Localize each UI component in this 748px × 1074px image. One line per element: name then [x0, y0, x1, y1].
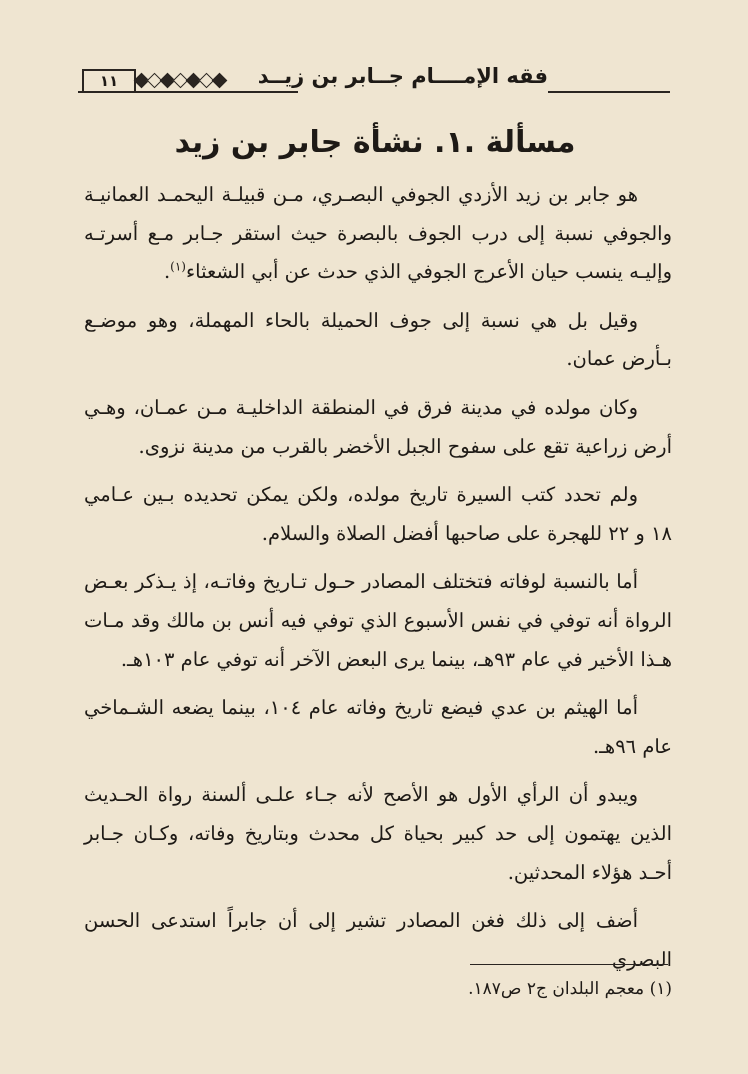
paragraph: وقيل بل هي نسبة إلى جوف الحميلة بالحاء المهملة، وهو موضـع بـأرض عمان.	[84, 308, 672, 371]
diamond-ornament-icon	[212, 72, 228, 88]
paragraph: أضف إلى ذلك فغن المصادر تشير إلى أن جابراً استدعى الحسن البصري	[84, 909, 672, 971]
paragraph: وكان مولده في مدينة فرق في المنطقة الداخليـة مـن عمـان، وهـي أرض زراعية تقع على سفوح الجبل الأخضر بالقرب من مدينة نزوى.	[84, 395, 672, 458]
paragraph	[84, 176, 672, 292]
footnote-rule	[470, 964, 668, 965]
section-heading: مسألة .١. نشأة جابر بن زيد	[174, 125, 576, 160]
page-number: ١١	[82, 69, 136, 93]
paragraph-end: .	[163, 260, 171, 284]
footnote-reference: (١)	[170, 259, 186, 274]
paragraph: أما الهيثم بن عدي فيضع تاريخ وفاته عام ١٠٤، بينما يضعه الشـماخي عام ٩٦هـ.	[84, 696, 672, 758]
header-ornament	[136, 73, 226, 87]
paragraph-text: هو جابر بن زيد الأزدي الجوفي البصـري، مـن قبيلـة اليحمـد العمانيـة والجوفي نسبة إلى درب الجوف بالبصرة حيث استقر جـابر مـع أسرتـه وإليـه ينسب حيان الأعرج الجوفي الذي حدث عن أبي الشعثاء	[84, 183, 672, 284]
paragraph: ويبدو أن الرأي الأول هو الأصح لأنه جـاء علـى ألسنة رواة الحـديث الذين يهتمون إلى حد كبير بحياة كل محدث وبتاريخ وفاته، وكـان جـابر أحـد هؤلاء المحدثين.	[84, 783, 672, 884]
running-title: فقه الإمــــام جــابر بن زيــد	[298, 62, 548, 94]
running-header	[78, 62, 670, 98]
footnote: (١) معجم البلدان ج٢ ص١٨٧.	[468, 979, 672, 999]
body-text	[84, 176, 672, 979]
paragraph: ولم تحدد كتب السيرة تاريخ مولده، ولكن يمكن تحديده بـين عـامي ١٨ و ٢٢ للهجرة على صاحبها أفضل الصلاة والسلام.	[84, 483, 672, 545]
paragraph: أما بالنسبة لوفاته فتختلف المصادر حـول تـاريخ وفاتـه، إذ يـذكر بعـض الرواة أنه توفي في نفس الأسبوع الذي توفي فيه أنس بن مالك وقد مـات هـذا الأخير في عام ٩٣هـ، بينما يرى البعض الآخر أنه توفي عام ١٠٣هـ.	[84, 570, 672, 671]
